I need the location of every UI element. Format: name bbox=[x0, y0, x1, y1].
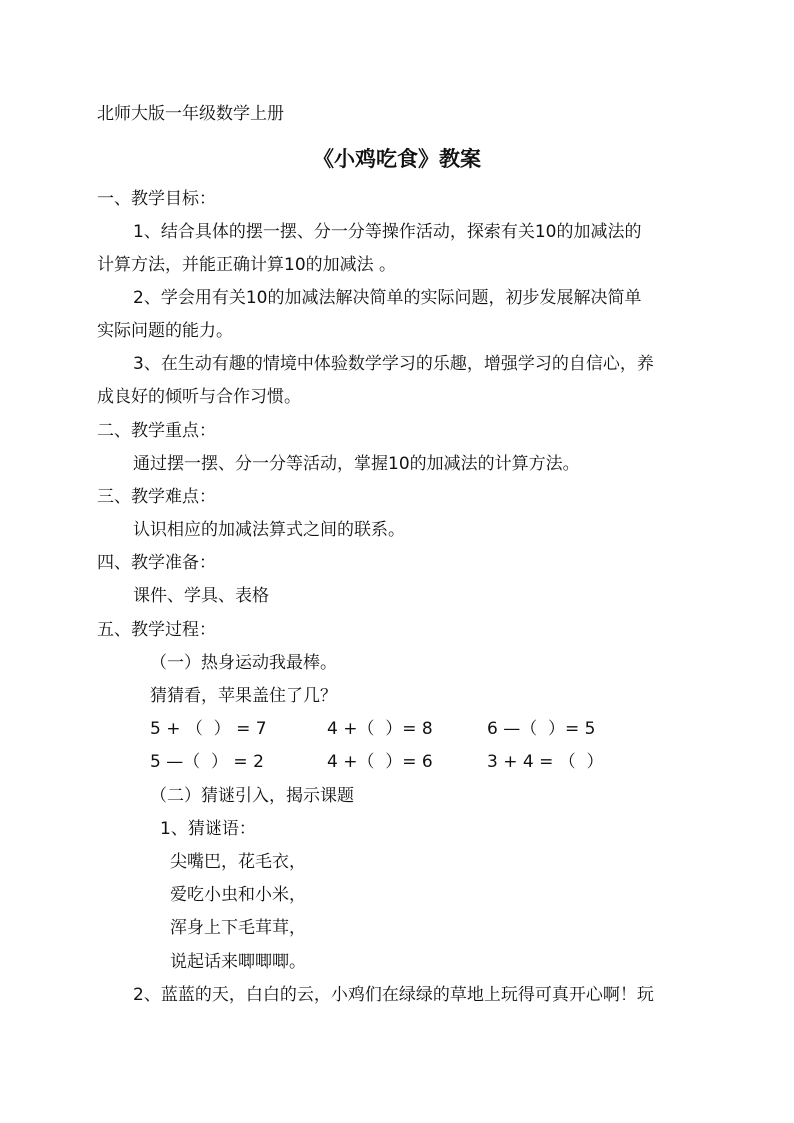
key-text: 通过摆一摆、分一分等活动，掌握10的加减法的计算方法。 bbox=[133, 454, 580, 474]
step-1-title: （一）热身运动我最棒。 bbox=[150, 653, 337, 673]
riddle-line: 尖嘴巴，花毛衣， bbox=[170, 852, 306, 872]
riddle-line: 爱吃小虫和小米， bbox=[170, 885, 306, 905]
header-text: 北师大版一年级数学上册 bbox=[97, 104, 284, 124]
equation: 5 + （ ） = 7 bbox=[150, 719, 267, 739]
goal-1-line-2: 计算方法，并能正确计算10的加减法 。 bbox=[97, 255, 397, 275]
riddle-heading: 1、猜谜语： bbox=[160, 819, 256, 839]
difficulty-heading: 三、教学难点： bbox=[97, 487, 216, 507]
goals-heading: 一、教学目标： bbox=[97, 189, 216, 209]
equation: 5 —（ ） = 2 bbox=[150, 752, 264, 772]
goal-2-line-2: 实际问题的能力。 bbox=[97, 321, 233, 341]
prep-heading: 四、教学准备： bbox=[97, 553, 216, 573]
difficulty-text: 认识相应的加减法算式之间的联系。 bbox=[133, 520, 405, 540]
equation: 4 +（ ）= 6 bbox=[327, 752, 433, 772]
goal-2-line-1: 2、学会用有关10的加减法解决简单的实际问题，初步发展解决简单 bbox=[133, 288, 642, 308]
key-heading: 二、教学重点： bbox=[97, 421, 216, 441]
process-heading: 五、教学过程： bbox=[97, 620, 216, 640]
goal-1-line-1: 1、结合具体的摆一摆、分一分等操作活动，探索有关10的加减法的 bbox=[133, 222, 642, 242]
equation: 6 —（ ）= 5 bbox=[487, 719, 596, 739]
equation: 4 +（ ）= 8 bbox=[327, 719, 433, 739]
guess-prompt: 猜猜看，苹果盖住了几？ bbox=[150, 686, 337, 706]
goal-3-line-1: 3、在生动有趣的情境中体验数学学习的乐趣，增强学习的自信心，养 bbox=[133, 354, 654, 374]
scene-text: 2、蓝蓝的天，白白的云，小鸡们在绿绿的草地上玩得可真开心啊！玩 bbox=[133, 985, 654, 1005]
riddle-line: 浑身上下毛茸茸， bbox=[170, 918, 306, 938]
riddle-line: 说起话来唧唧唧。 bbox=[170, 952, 306, 972]
page-title: 《小鸡吃食》教案 bbox=[313, 147, 481, 171]
equation: 3 + 4 = （ ） bbox=[487, 752, 604, 772]
goal-3-line-2: 成良好的倾听与合作习惯。 bbox=[97, 387, 301, 407]
step-2-title: （二）猜谜引入，揭示课题 bbox=[150, 786, 354, 806]
prep-text: 课件、学具、表格 bbox=[133, 586, 269, 606]
